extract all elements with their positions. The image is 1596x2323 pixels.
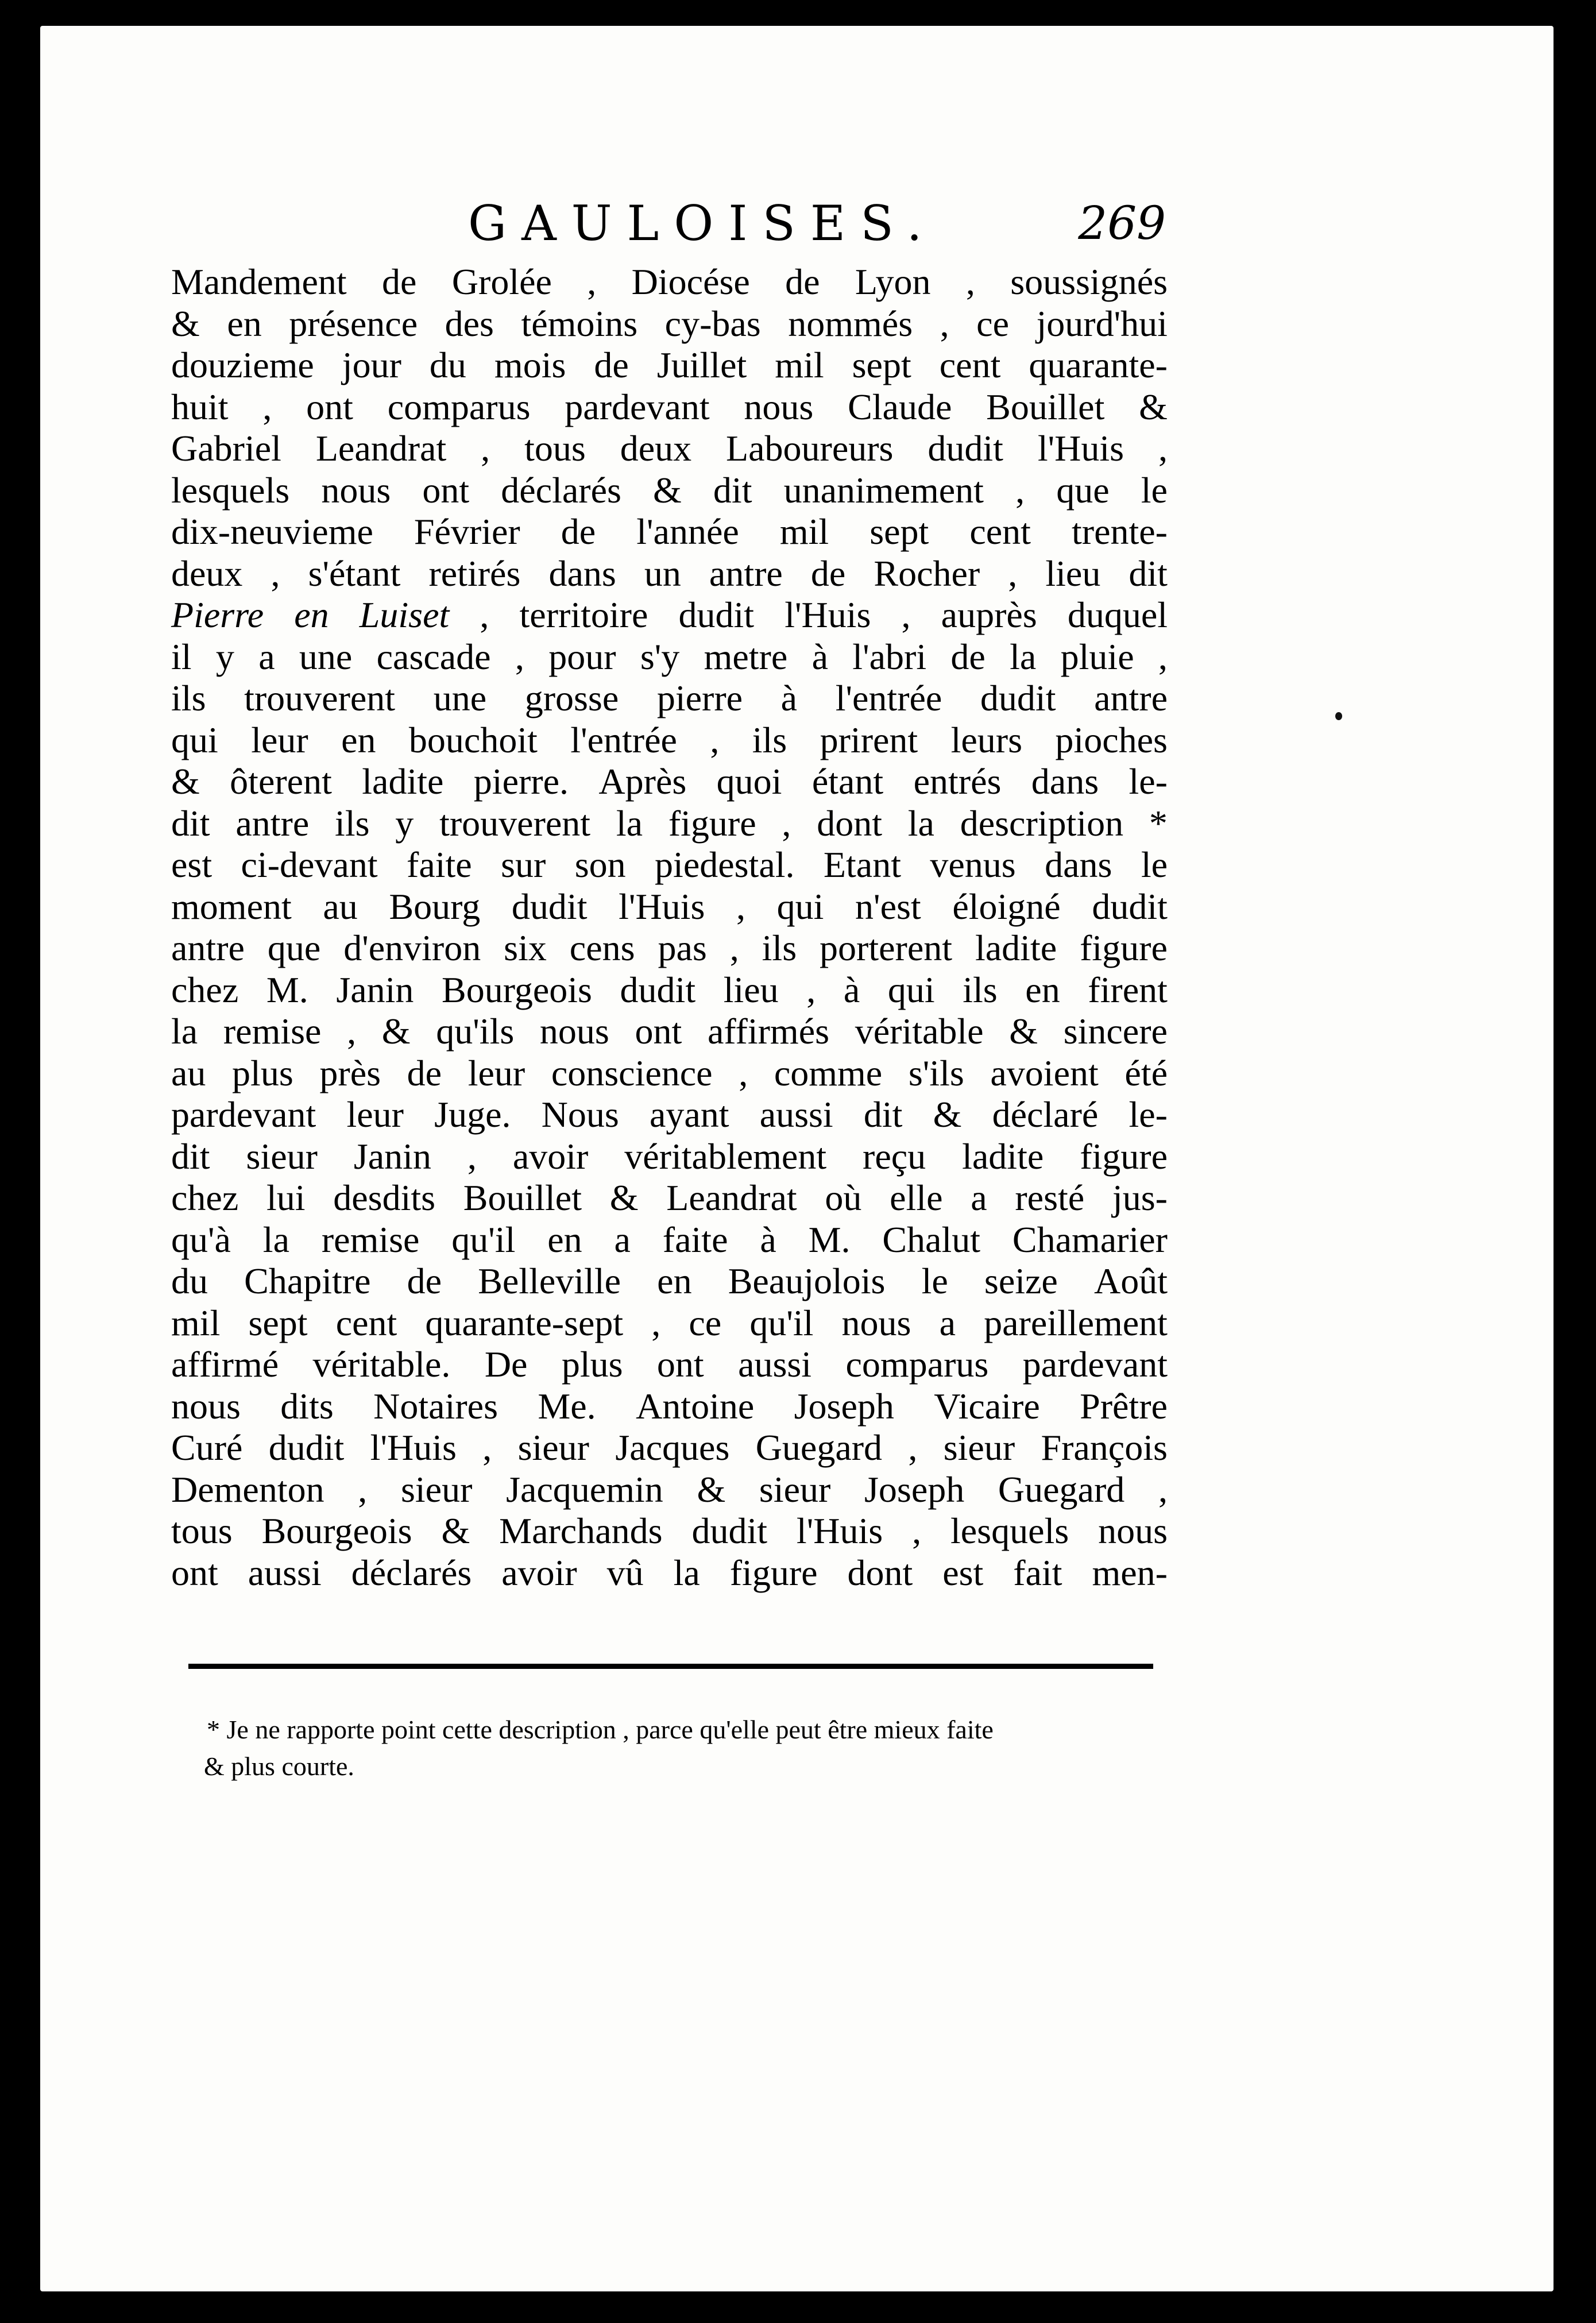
text-line: chez lui desdits Bouillet & Leandrat où elle a resté jus-	[171, 1177, 1168, 1218]
text-line: nous dits Notaires Me. Antoine Joseph Vicaire Prêtre	[171, 1385, 1168, 1427]
text-line: huit , ont comparus pardevant nous Claude Bouillet &	[171, 386, 1168, 427]
ink-speck	[1335, 712, 1342, 720]
text-line: la remise , & qu'ils nous ont affirmés véritable & sincere	[171, 1011, 1168, 1052]
text-line: qu'à la remise qu'il en a faite à M. Chalut Chamarier	[171, 1219, 1168, 1260]
text-line: mil sept cent quarante-sept , ce qu'il nous a pareillement	[171, 1302, 1168, 1343]
text-line: il y a une cascade , pour s'y metre à l'abri de la pluie ,	[171, 636, 1168, 677]
page-header	[178, 190, 1166, 258]
text-line: tous Bourgeois & Marchands dudit l'Huis , lesquels nous	[171, 1510, 1168, 1551]
footnote-rule	[188, 1664, 1153, 1669]
text-line: & ôterent ladite pierre. Après quoi étant entrés dans le-	[171, 761, 1168, 802]
text-line: affirmé véritable. De plus ont aussi comparus pardevant	[171, 1344, 1168, 1385]
text-line: chez M. Janin Bourgeois dudit lieu , à qui ils en firent	[171, 969, 1168, 1010]
body-text	[171, 261, 1168, 1594]
text-line: moment au Bourg dudit l'Huis , qui n'est éloigné dudit	[171, 886, 1168, 927]
text-line: lesquels nous ont déclarés & dit unanimement , que le	[171, 469, 1168, 511]
footnote-line: & plus courte.	[204, 1752, 354, 1781]
text-line: Mandement de Grolée , Diocése de Lyon , soussignés	[171, 261, 1168, 302]
text-line: & en présence des témoins cy-bas nommés , ce jourd'hui	[171, 303, 1168, 344]
text-line: Dementon , sieur Jacquemin & sieur Joseph Guegard ,	[171, 1468, 1168, 1510]
text-line: deux , s'étant retirés dans un antre de Rocher , lieu dit	[171, 552, 1168, 594]
text-line: qui leur en bouchoit l'entrée , ils prirent leurs pioches	[171, 719, 1168, 760]
text-line: dit sieur Janin , avoir véritablement reçu ladite figure	[171, 1135, 1168, 1177]
text-line: dit antre ils y trouverent la figure , dont la description *	[171, 802, 1168, 844]
text-line: antre que d'environ six cens pas , ils porterent ladite figure	[171, 927, 1168, 968]
text-line: Gabriel Leandrat , tous deux Laboureurs dudit l'Huis ,	[171, 428, 1168, 469]
text-line: au plus près de leur conscience , comme s'ils avoient été	[171, 1052, 1168, 1093]
text-line: est ci-devant faite sur son piedestal. Etant venus dans le	[171, 844, 1168, 885]
text-line: Curé dudit l'Huis , sieur Jacques Guegard , sieur François	[171, 1427, 1168, 1468]
text-line: douzieme jour du mois de Juillet mil sept cent quarante-	[171, 345, 1168, 385]
book-page	[40, 26, 1554, 2291]
running-head: GAULOISES.	[468, 195, 937, 252]
text-line: Pierre en Luiset , territoire dudit l'Huis , auprès duquel	[171, 594, 1168, 635]
footnote-line: * Je ne rapporte point cette description , parce qu'elle peut être mieux faite	[207, 1715, 994, 1744]
text-line: ont aussi déclarés avoir vû la figure dont est fait men-	[171, 1552, 1168, 1593]
text-line: du Chapitre de Belleville en Beaujolois le seize Août	[171, 1261, 1168, 1301]
text-line: dix-neuvieme Février de l'année mil sept cent trente-	[171, 511, 1168, 552]
text-line: ils trouverent une grosse pierre à l'entrée dudit antre	[171, 678, 1168, 718]
footnote	[204, 1711, 1154, 1785]
page-number: 269	[1078, 196, 1166, 250]
text-line: pardevant leur Juge. Nous ayant aussi dit & déclaré le-	[171, 1094, 1168, 1135]
